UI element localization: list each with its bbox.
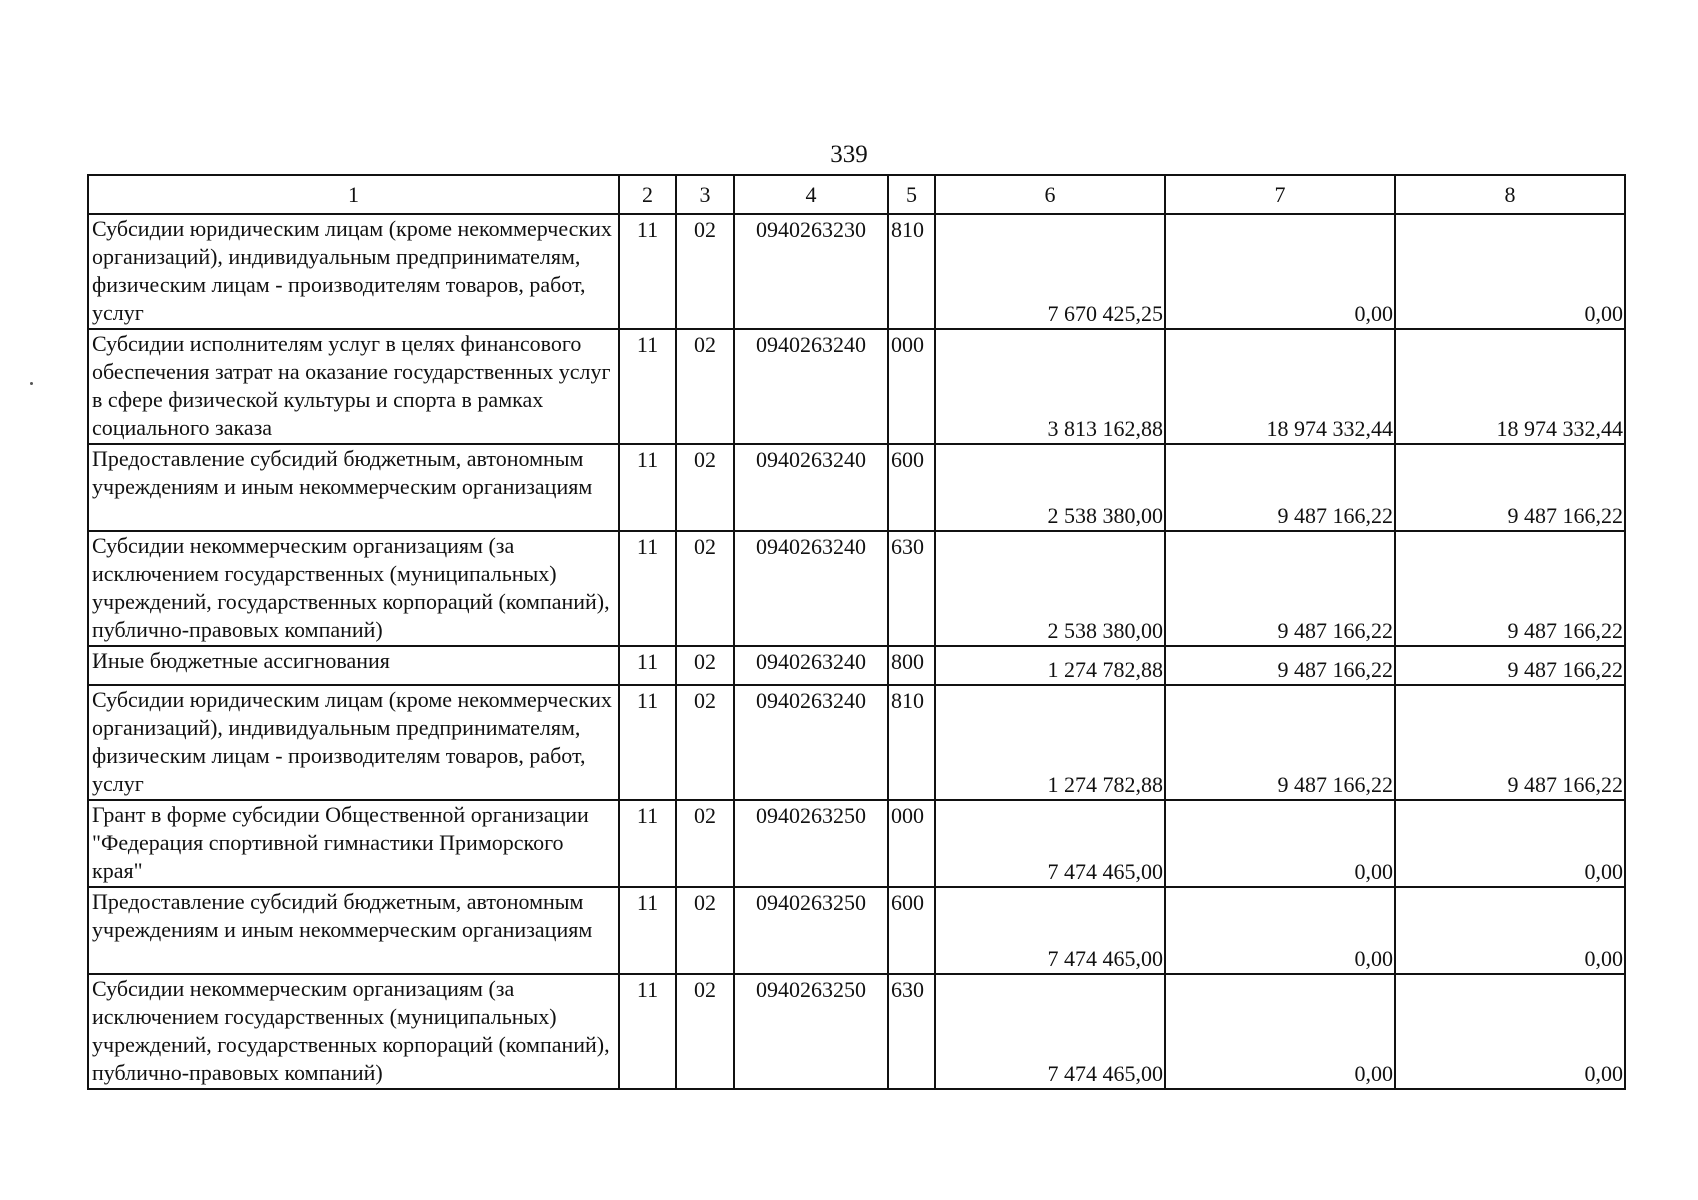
subsection-code: 02 xyxy=(676,214,734,329)
column-header-7: 7 xyxy=(1165,175,1395,214)
target-article-code: 0940263240 xyxy=(734,329,888,444)
subsection-code: 02 xyxy=(676,685,734,800)
target-article-code: 0940263240 xyxy=(734,444,888,531)
amount-col-6: 2 538 380,00 xyxy=(935,531,1165,646)
subsection-code: 02 xyxy=(676,887,734,974)
budget-table xyxy=(87,174,1626,1090)
column-header-4: 4 xyxy=(734,175,888,214)
table-row xyxy=(88,800,1625,887)
amount-col-6: 7 474 465,00 xyxy=(935,974,1165,1089)
target-article-code: 0940263250 xyxy=(734,800,888,887)
amount-col-8: 18 974 332,44 xyxy=(1395,329,1625,444)
amount-col-8: 9 487 166,22 xyxy=(1395,685,1625,800)
page-number: 339 xyxy=(830,141,868,168)
amount-col-7: 9 487 166,22 xyxy=(1165,646,1395,685)
amount-col-7: 0,00 xyxy=(1165,887,1395,974)
target-article-code: 0940263240 xyxy=(734,685,888,800)
section-code: 11 xyxy=(619,974,676,1089)
expense-name: Иные бюджетные ассигнования xyxy=(88,646,619,685)
expense-type-code: 800 xyxy=(888,646,935,685)
table-row xyxy=(88,329,1625,444)
amount-col-8: 9 487 166,22 xyxy=(1395,444,1625,531)
expense-type-code: 600 xyxy=(888,444,935,531)
table-row xyxy=(88,531,1625,646)
amount-col-8: 9 487 166,22 xyxy=(1395,646,1625,685)
table-row xyxy=(88,444,1625,531)
target-article-code: 0940263250 xyxy=(734,974,888,1089)
subsection-code: 02 xyxy=(676,329,734,444)
amount-col-6: 3 813 162,88 xyxy=(935,329,1165,444)
section-code: 11 xyxy=(619,800,676,887)
section-code: 11 xyxy=(619,887,676,974)
expense-name: Предоставление субсидий бюджетным, автономным учреждениям и иным некоммерческим организациям xyxy=(88,444,619,531)
target-article-code: 0940263240 xyxy=(734,531,888,646)
table-header-row xyxy=(88,175,1625,214)
amount-col-8: 9 487 166,22 xyxy=(1395,531,1625,646)
section-code: 11 xyxy=(619,531,676,646)
expense-name: Субсидии юридическим лицам (кроме некоммерческих организаций), индивидуальным предпринимателям, физическим лицам - производителям товаров, работ, услуг xyxy=(88,214,619,329)
column-header-1: 1 xyxy=(88,175,619,214)
amount-col-8: 0,00 xyxy=(1395,887,1625,974)
expense-name: Субсидии юридическим лицам (кроме некоммерческих организаций), индивидуальным предпринимателям, физическим лицам - производителям товаров, работ, услуг xyxy=(88,685,619,800)
amount-col-6: 1 274 782,88 xyxy=(935,646,1165,685)
column-header-5: 5 xyxy=(888,175,935,214)
target-article-code: 0940263250 xyxy=(734,887,888,974)
expense-type-code: 810 xyxy=(888,214,935,329)
subsection-code: 02 xyxy=(676,646,734,685)
scan-speck xyxy=(30,382,33,385)
section-code: 11 xyxy=(619,329,676,444)
column-header-6: 6 xyxy=(935,175,1165,214)
amount-col-8: 0,00 xyxy=(1395,800,1625,887)
expense-name: Предоставление субсидий бюджетным, автономным учреждениям и иным некоммерческим организациям xyxy=(88,887,619,974)
table-row xyxy=(88,685,1625,800)
expense-type-code: 630 xyxy=(888,974,935,1089)
expense-name: Грант в форме субсидии Общественной организации "Федерация спортивной гимнастики Приморского края" xyxy=(88,800,619,887)
expense-name: Субсидии исполнителям услуг в целях финансового обеспечения затрат на оказание государственных услуг в сфере физической культуры и спорта в рамках социального заказа xyxy=(88,329,619,444)
expense-type-code: 000 xyxy=(888,329,935,444)
amount-col-8: 0,00 xyxy=(1395,214,1625,329)
subsection-code: 02 xyxy=(676,974,734,1089)
subsection-code: 02 xyxy=(676,531,734,646)
subsection-code: 02 xyxy=(676,800,734,887)
target-article-code: 0940263230 xyxy=(734,214,888,329)
amount-col-6: 7 670 425,25 xyxy=(935,214,1165,329)
expense-name: Субсидии некоммерческим организациям (за исключением государственных (муниципальных) учреждений, государственных корпораций (компаний), публично-правовых компаний) xyxy=(88,974,619,1089)
expense-type-code: 810 xyxy=(888,685,935,800)
amount-col-7: 0,00 xyxy=(1165,214,1395,329)
column-header-8: 8 xyxy=(1395,175,1625,214)
expense-type-code: 000 xyxy=(888,800,935,887)
amount-col-6: 7 474 465,00 xyxy=(935,887,1165,974)
section-code: 11 xyxy=(619,444,676,531)
section-code: 11 xyxy=(619,214,676,329)
column-header-2: 2 xyxy=(619,175,676,214)
subsection-code: 02 xyxy=(676,444,734,531)
section-code: 11 xyxy=(619,646,676,685)
table-row xyxy=(88,214,1625,329)
table-row xyxy=(88,974,1625,1089)
target-article-code: 0940263240 xyxy=(734,646,888,685)
amount-col-8: 0,00 xyxy=(1395,974,1625,1089)
amount-col-6: 7 474 465,00 xyxy=(935,800,1165,887)
amount-col-7: 0,00 xyxy=(1165,800,1395,887)
section-code: 11 xyxy=(619,685,676,800)
column-header-3: 3 xyxy=(676,175,734,214)
expense-name: Субсидии некоммерческим организациям (за исключением государственных (муниципальных) учреждений, государственных корпораций (компаний), публично-правовых компаний) xyxy=(88,531,619,646)
amount-col-6: 1 274 782,88 xyxy=(935,685,1165,800)
amount-col-7: 9 487 166,22 xyxy=(1165,531,1395,646)
amount-col-6: 2 538 380,00 xyxy=(935,444,1165,531)
amount-col-7: 9 487 166,22 xyxy=(1165,685,1395,800)
table-row xyxy=(88,646,1625,685)
expense-type-code: 600 xyxy=(888,887,935,974)
expense-type-code: 630 xyxy=(888,531,935,646)
table-row xyxy=(88,887,1625,974)
amount-col-7: 0,00 xyxy=(1165,974,1395,1089)
amount-col-7: 9 487 166,22 xyxy=(1165,444,1395,531)
amount-col-7: 18 974 332,44 xyxy=(1165,329,1395,444)
